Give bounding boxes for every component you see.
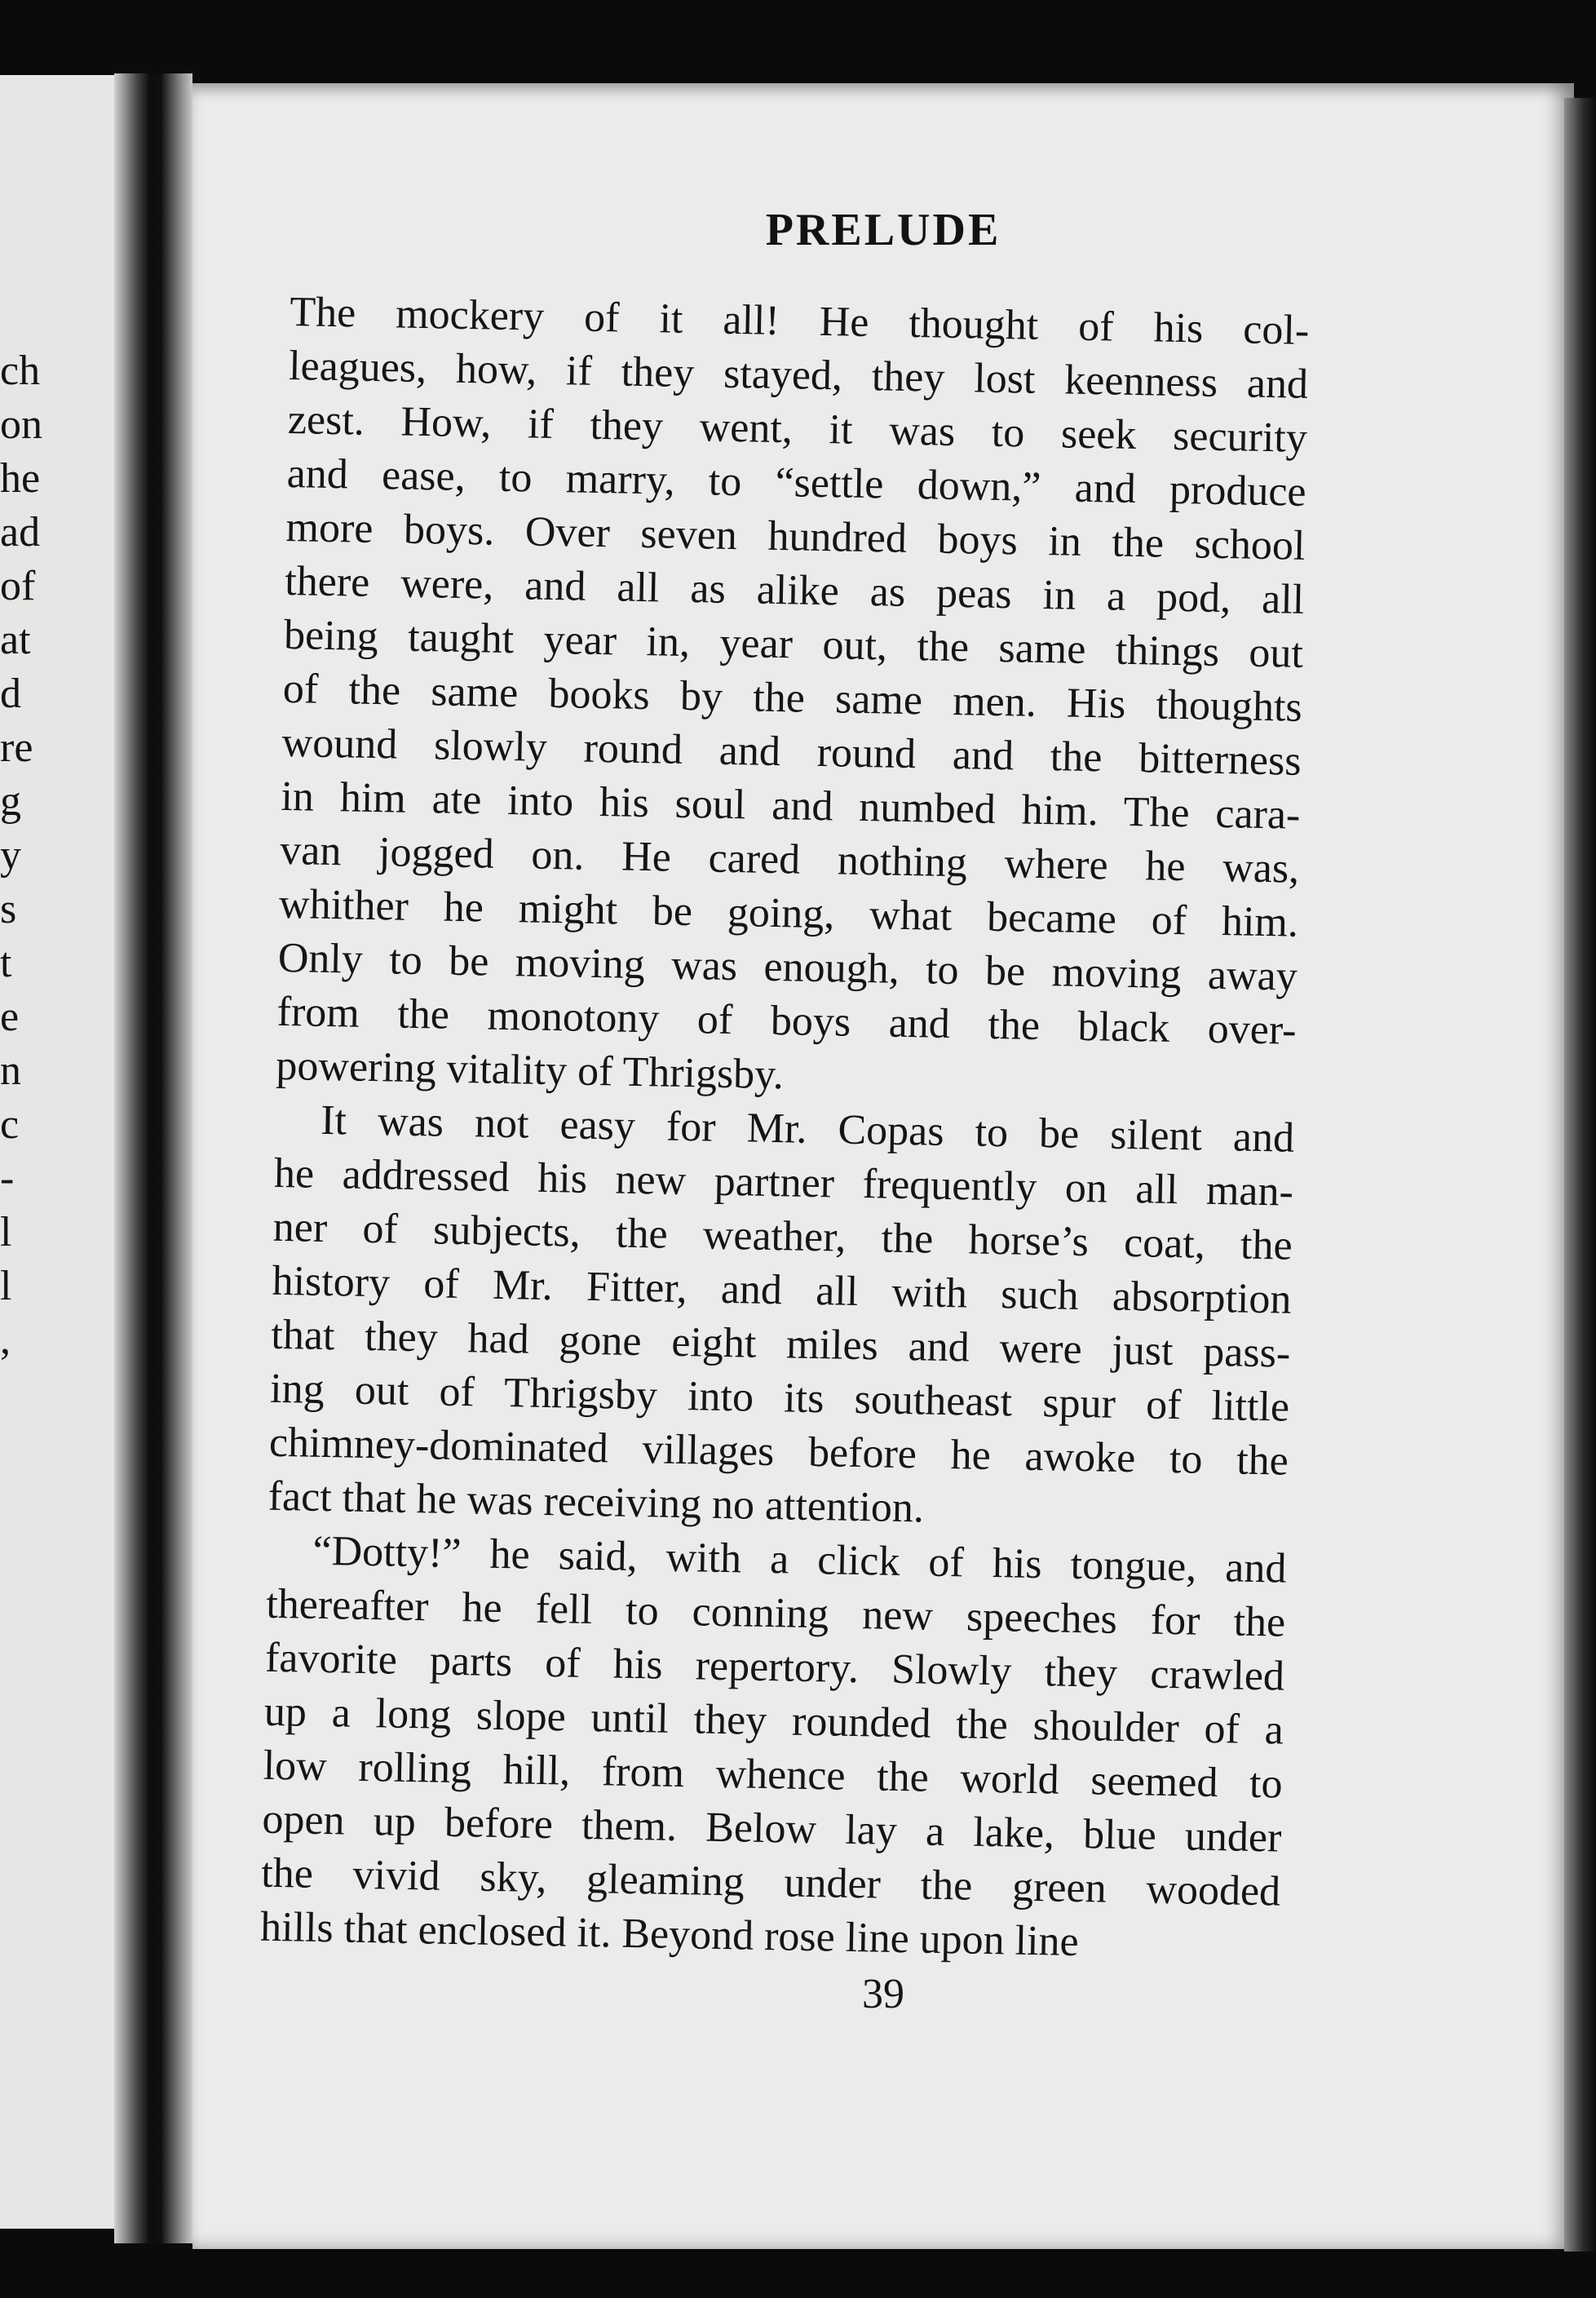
body-text (260, 286, 1310, 1973)
text-line: being taught year in, year out, the same things out (283, 611, 1304, 677)
facing-page-fragment: - (0, 1155, 15, 1202)
facing-page-fragment: he (0, 455, 41, 502)
text-line: ing out of Thrigsby into its southeast spur of little (269, 1365, 1290, 1431)
text-line: van jogged on. He cared nothing where he was, (279, 826, 1300, 892)
facing-page-fragment: n (0, 1047, 21, 1094)
text-line: Only to be moving was enough, to be moving away (277, 934, 1298, 1000)
facing-page-fragment: of (0, 563, 36, 609)
text-line: thereafter he fell to conning new speeches for the (265, 1580, 1286, 1646)
text-line: The mockery of it all! He thought of his col- (289, 288, 1310, 354)
facing-page-fragment: e (0, 994, 20, 1040)
text-line: in him ate into his soul and numbed him. The cara- (280, 773, 1301, 839)
facing-page-fragment: at (0, 617, 31, 663)
text-line: more boys. Over seven hundred boys in the school (285, 503, 1306, 569)
text-line: “Dotty!” he said, with a click of his tongue, and (312, 1527, 1287, 1592)
paragraph (260, 1524, 1287, 1973)
text-line: there were, and all as alike as peas in a pod, all (284, 557, 1305, 623)
paragraph (276, 286, 1310, 1112)
text-line: the vivid sky, gleaming under the green wooded (260, 1849, 1281, 1915)
facing-page-fragment: re (0, 724, 33, 771)
text-line: leagues, how, if they stayed, they lost keenness and (288, 342, 1309, 408)
text-line: fact that he was receiving no attention. (267, 1472, 925, 1532)
facing-page-fragment: g (0, 778, 21, 825)
facing-page-fragment: c (0, 1101, 20, 1148)
text-line: from the monotony of boys and the black over- (276, 988, 1297, 1054)
text-line: and ease, to marry, to “settle down,” and produce (286, 449, 1307, 516)
text-line: low rolling hill, from whence the world seemed to (263, 1742, 1284, 1808)
text-line: hills that enclosed it. Beyond rose line upon line (259, 1903, 1080, 1966)
text-line: powering vitality of Thrigsby. (275, 1042, 785, 1099)
facing-page-fragment: l (0, 1209, 12, 1255)
text-line: ner of subjects, the weather, the horse’s coat, the (272, 1203, 1293, 1269)
text-line: chimney-dominated villages before he awoke to the (268, 1419, 1289, 1485)
text-line: up a long slope until they rounded the shoulder of a (263, 1688, 1284, 1754)
facing-page-fragment: , (0, 1317, 11, 1363)
facing-page-fragment: d (0, 671, 21, 717)
page-edge (1564, 98, 1596, 2252)
facing-page-fragment: l (0, 1263, 12, 1309)
text-line: zest. How, if they went, it was to seek security (287, 396, 1308, 462)
facing-page-fragment: t (0, 940, 12, 986)
text-line: favorite parts of his repertory. Slowly they crawled (264, 1634, 1285, 1700)
text-line: that they had gone eight miles and were just pass- (270, 1311, 1291, 1377)
book-gutter (114, 73, 192, 2243)
text-line: history of Mr. Fitter, and all with such absorption (272, 1257, 1292, 1323)
text-line: of the same books by the same men. His thoughts (282, 665, 1303, 731)
facing-page-fragment: ch (0, 348, 41, 394)
text-line: It was not easy for Mr. Copas to be silent and (320, 1096, 1295, 1162)
paragraph (267, 1093, 1294, 1543)
text-line: wound slowly round and round and the bitterness (281, 719, 1302, 785)
page-number: 39 (862, 1971, 904, 2017)
facing-page-text (0, 344, 82, 1367)
text-line: he addressed his new partner frequently on all man- (273, 1149, 1294, 1215)
running-head: PRELUDE (765, 205, 1001, 255)
facing-page-fragment: s (0, 886, 17, 932)
facing-page-fragment: ad (0, 509, 41, 556)
facing-page-fragment: on (0, 401, 42, 448)
facing-page-fragment: y (0, 832, 21, 879)
text-line: whither he might be going, what became of him. (278, 880, 1299, 946)
text-line: open up before them. Below lay a lake, blue under (262, 1795, 1282, 1862)
